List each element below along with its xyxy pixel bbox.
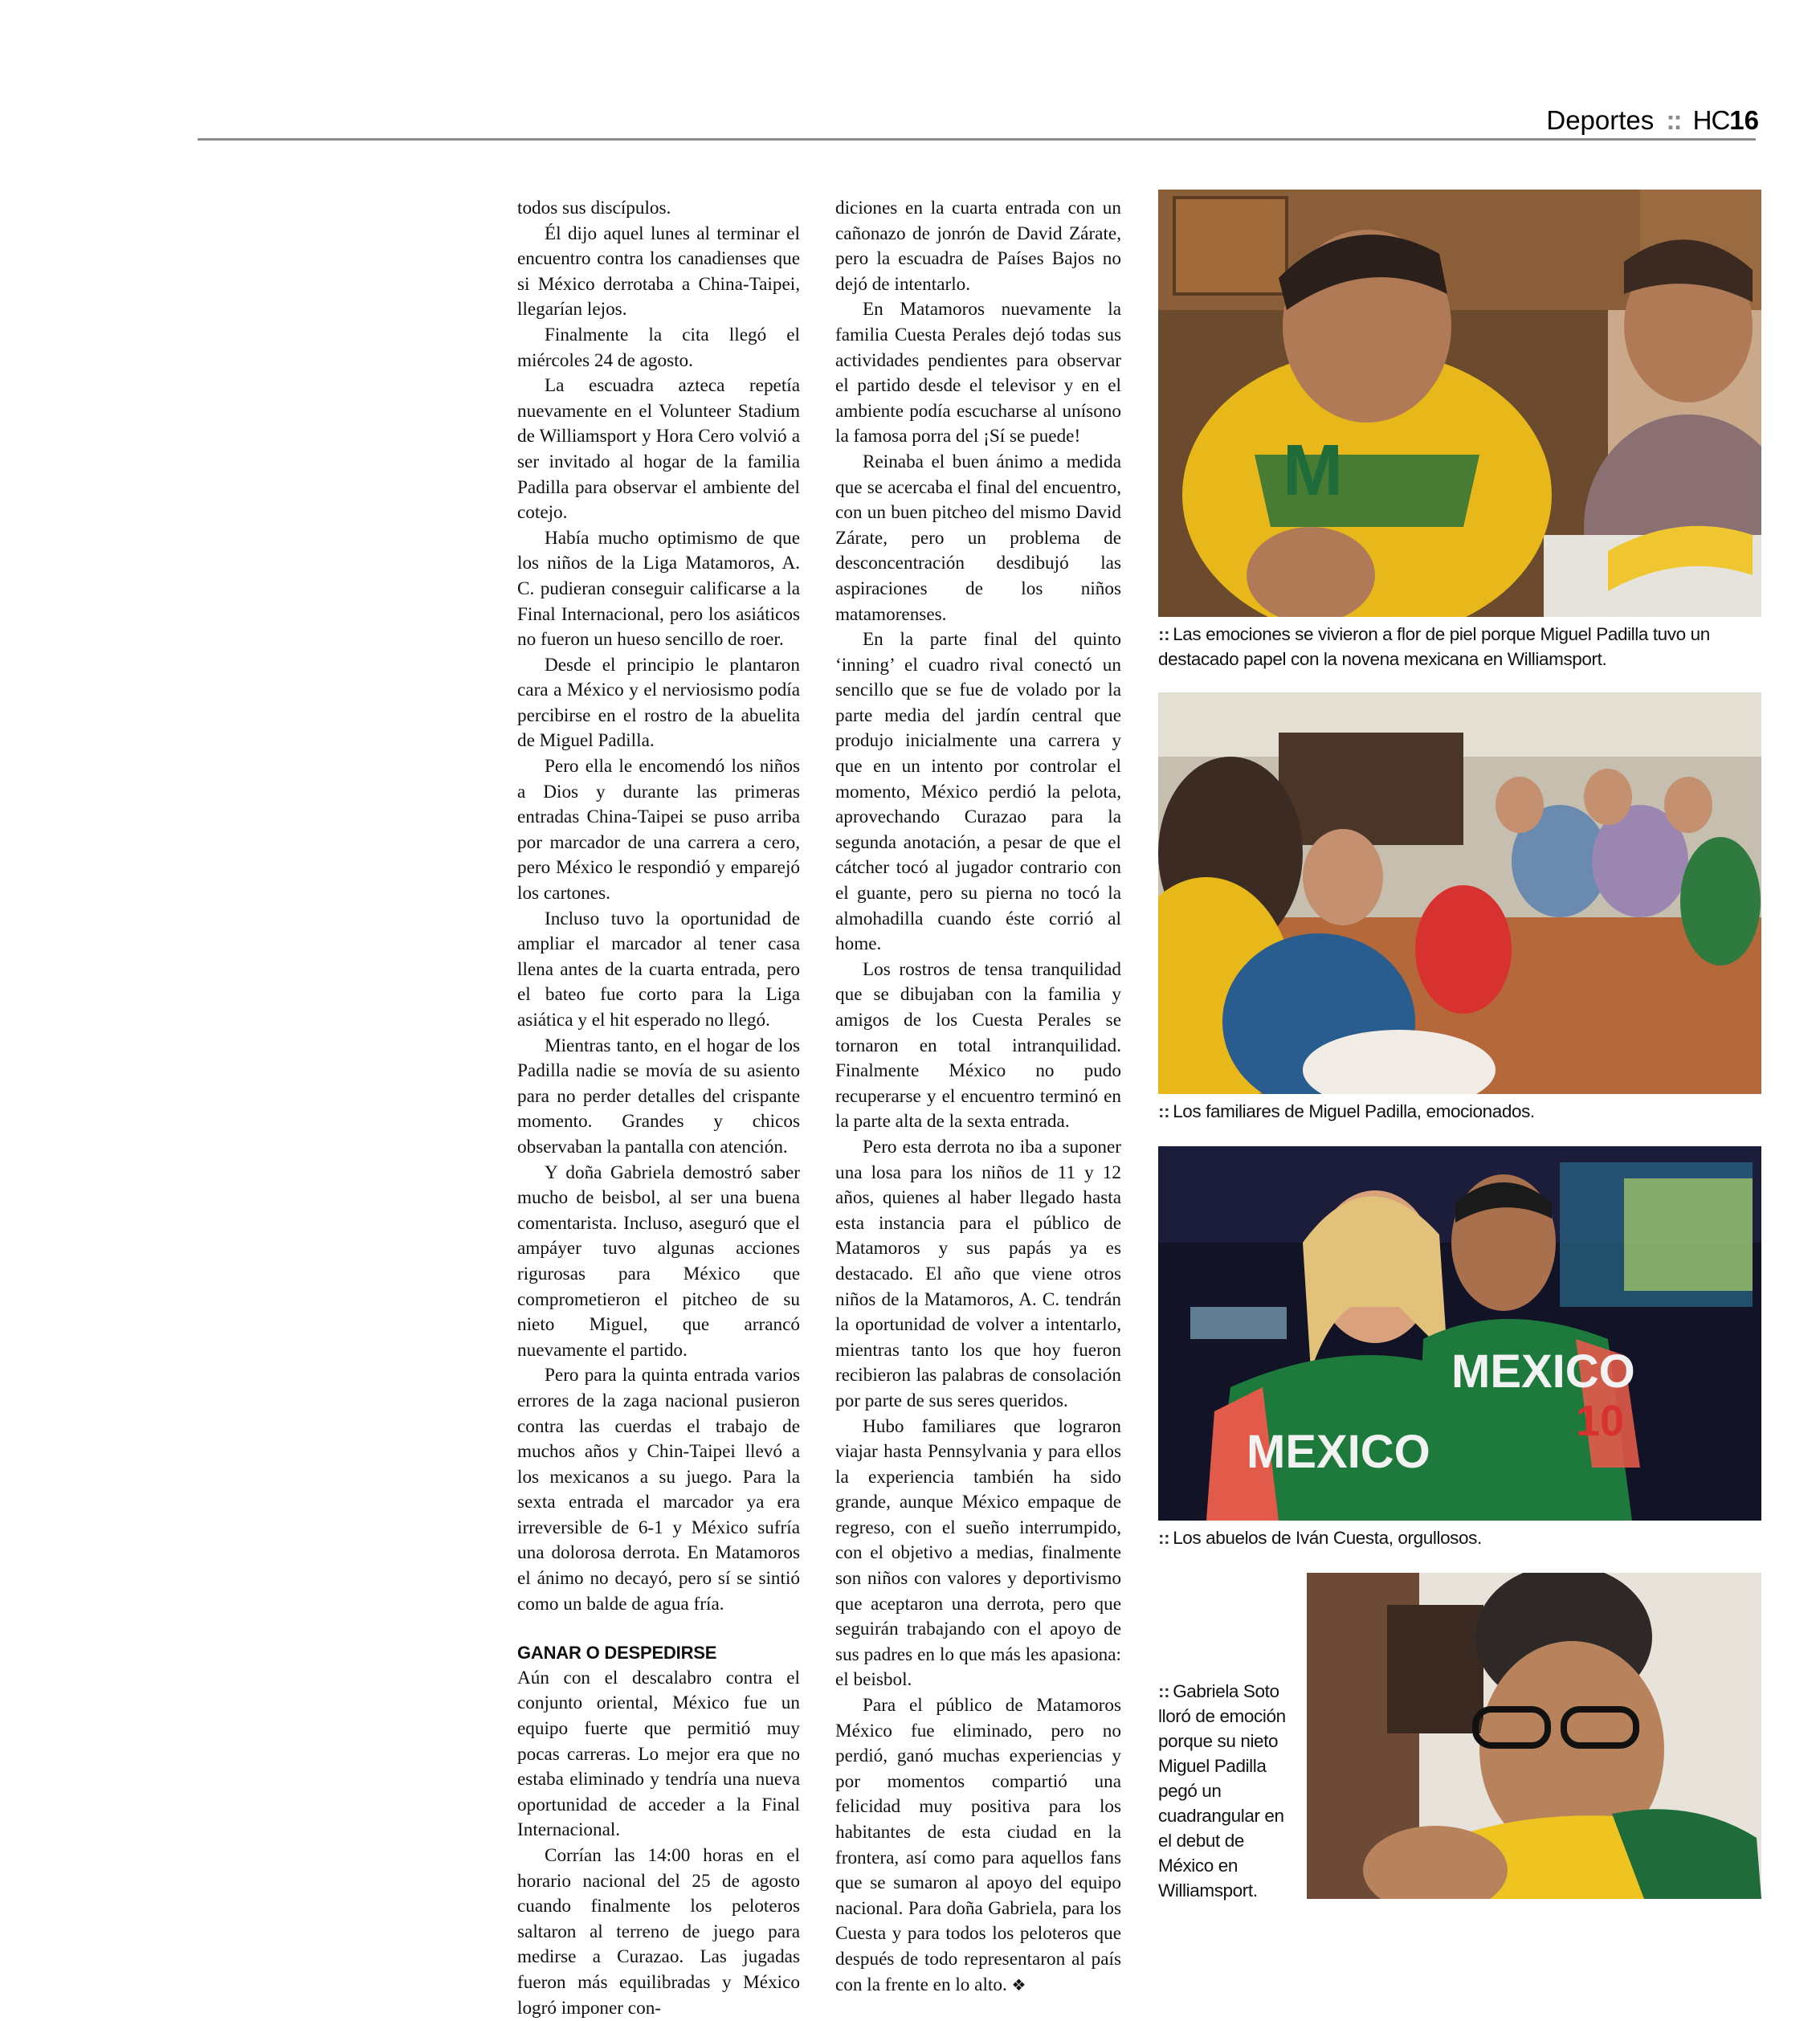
paragraph: Incluso tuvo la oportunidad de ampliar el marcador al tener casa llena antes de la cuarta entrada, pero el bateo fue corto para la Liga asiática y el hit esperado no llegó. [517, 908, 800, 1031]
caption-text: Las emociones se vivieron a flor de piel porque Miguel Padilla tuvo un destacado papel con la novena mexicana en Williamsport. [1158, 624, 1710, 669]
paragraph: Pero para la quinta entrada varios errores de la zaga nacional pusieron contra las cuerdas el trabajo de muchos años y Chin-Taipei llevó a los mexicanos a su juego. Para la sexta entrada el marcador ya era irreversible de 6-1 y México sufría una dolorosa derrota. En Matamoros el ánimo no decayó, pero sí se sintió como un balde de agua fría. [517, 1365, 800, 1615]
paragraph: Él dijo aquel lunes al terminar el encuentro contra los canadienses que si México derrotaba a China-Taipei, llegarían lejos. [517, 223, 800, 321]
end-mark-icon: ❖ [1011, 1976, 1026, 1994]
photo-women-watching-game [1158, 190, 1761, 617]
page-header [1546, 104, 1759, 140]
paragraph: Corrían las 14:00 horas en el horario nacional del 25 de agosto cuando finalmente los peloteros saltaron al terreno de juego para medirse a Curazao. Las jugadas fueron más equilibradas y México logró imponer con- [517, 1845, 800, 2019]
caption-photo-1 [1158, 622, 1769, 672]
caption-photo-3 [1158, 1525, 1769, 1550]
photo-grandmother-emotional [1307, 1573, 1761, 1899]
paragraph: La escuadra azteca repetía nuevamente en el Volunteer Stadium de Williamsport y Hora Cero volvió a ser invitado al hogar de la familia Padilla para observar el ambiente del cotejo. [517, 375, 800, 524]
article-column-2 [835, 196, 1121, 1999]
paragraph: En Matamoros nuevamente la familia Cuesta Perales dejó todas sus actividades pendientes para observar el partido desde el televisor y en el ambiente podía escucharse al unísono la famosa porra del ¡Sí se puede! [835, 299, 1121, 447]
paragraph: Desde el principio le plantaron cara a México y el nerviosismo podía percibirse en el rostro de la abuelita de Miguel Padilla. [517, 654, 800, 752]
paragraph: Y doña Gabriela demostró saber mucho de beisbol, al ser una buena comentarista. Incluso, aseguró que el ampáyer tuvo algunas acciones rigurosas para México que comprometieron el pitcheo de su nieto Miguel, que arrancó nuevamente el partido. [517, 1162, 800, 1361]
header-rule [198, 138, 1756, 141]
jersey-text: MEXICO [1451, 1345, 1635, 1398]
jersey-letter: M [1283, 431, 1343, 511]
paragraph: Mientras tanto, en el hogar de los Padilla nadie se movía de su asiento para no perder detalles del crispante momento. Grandes y chicos observaban la pantalla con atención. [517, 1035, 800, 1157]
caption-bullet: :: [1158, 624, 1170, 644]
paragraph: Aún con el descalabro contra el conjunto oriental, México fue un equipo fuerte que permitió muy pocas carreras. Lo mejor era que no estaba eliminado y tendría una nueva oportunidad de acceder a la Final Internacional. [517, 1667, 800, 1841]
paragraph: Finalmente la cita llegó el miércoles 24 de agosto. [517, 324, 800, 371]
paragraph: diciones en la cuarta entrada con un cañonazo de jonrón de David Zárate, pero la escuadra de Países Bajos no dejó de intentarlo. [835, 198, 1121, 295]
caption-bullet: :: [1158, 1528, 1170, 1548]
caption-text: Los abuelos de Iván Cuesta, orgullosos. [1173, 1528, 1482, 1548]
article-column-1 [517, 196, 800, 2021]
caption-bullet: :: [1158, 1101, 1170, 1121]
paragraph: Pero esta derrota no iba a suponer una losa para los niños de 11 y 12 años, quienes al haber llegado hasta esta instancia para el público de Matamoros y sus papás ya es destacado. El año que viene otros niños de la Matamoros, A. C. tendrán la oportunidad de volver a intentarlo, mientras tanto los que hoy fueron recibieron las palabras de consolación por parte de sus seres queridos. [835, 1136, 1121, 1411]
header-separator: :: [1666, 105, 1681, 135]
brand-name: HC [1692, 105, 1730, 135]
page-number: 16 [1729, 105, 1759, 135]
paragraph: En la parte final del quinto ‘inning’ el cuadro rival conectó un sencillo que se fue de volado por la parte media del jardín central que produjo inicialmente una carrera y que en un intento por controlar el momento, México perdió la pelota, aprovechando Curazao para la segunda anotación, a pesar de que el cátcher tocó al jugador contrario con el guante, pero su pierna no tocó la almohadilla cuando éste corrió al home. [835, 629, 1121, 955]
caption-photo-4 [1158, 1679, 1295, 1903]
section-name: Deportes [1546, 105, 1655, 135]
paragraph: Hubo familiares que lograron viajar hasta Pennsylvania y para ellos la experiencia también ha sido grande, aunque México empaque de regreso, con el sueño interrumpido, con el objetivo a medias, finalmente son niños con valores y deportivismo que aceptaron una derrota, pero que seguirán trabajando con el apoyo de sus padres en lo que más les apasiona: el beisbol. [835, 1415, 1121, 1691]
paragraph: Los rostros de tensa tranquilidad que se dibujaban con la familia y amigos de los Cuesta Perales se tornaron en total intranquilidad. Finalmente México no pudo recuperarse y el encuentro terminó en la parte alta de la sexta entrada. [835, 958, 1121, 1133]
paragraph-text: Para el público de Matamoros México fue eliminado, pero no perdió, ganó muchas experiencias y por momentos compartió una felicidad muy positiva para los habitantes de esta ciudad en la frontera, así como para aquellos fans que se sumaron al apoyo del equipo nacional. Para doña Gabriela, para los Cuesta y para todos los peloteros que después de todo representaron al país con la frente en lo alto. [835, 1695, 1121, 1995]
paragraph: Había mucho optimismo de que los niños de la Liga Matamoros, A. C. pudieran conseguir calificarse a la Final Internacional, pero los asiáticos no fueron un hueso sencillo de roer. [517, 527, 800, 651]
caption-text: Gabriela Soto lloró de emoción porque su nieto Miguel Padilla pegó un cuadrangular en el debut de México en Williamsport. [1158, 1681, 1286, 1901]
caption-text: Los familiares de Miguel Padilla, emocionados. [1173, 1101, 1535, 1121]
photo-family-cheering [1158, 692, 1761, 1094]
paragraph [835, 1693, 1121, 1999]
paragraph: Pero ella le encomendó los niños a Dios y durante las primeras entradas China-Taipei se puso arriba por marcador de una carrera a cero, pero México le respondió y emparejó los cartones. [517, 756, 800, 904]
caption-bullet: :: [1158, 1681, 1170, 1701]
subhead: GANAR O DESPEDIRSE [517, 1643, 717, 1664]
photo-grandparents [1158, 1146, 1761, 1521]
paragraph: Reinaba el buen ánimo a medida que se acercaba el final del encuentro, con un buen pitcheo del mismo David Zárate, pero un problema de desconcentración desdibujó las aspiraciones de los niños matamorenses. [835, 451, 1121, 625]
paragraph: todos sus discípulos. [517, 198, 671, 218]
caption-photo-2 [1158, 1099, 1769, 1124]
jersey-number: 10 [1576, 1397, 1625, 1445]
jersey-text: MEXICO [1247, 1426, 1430, 1478]
